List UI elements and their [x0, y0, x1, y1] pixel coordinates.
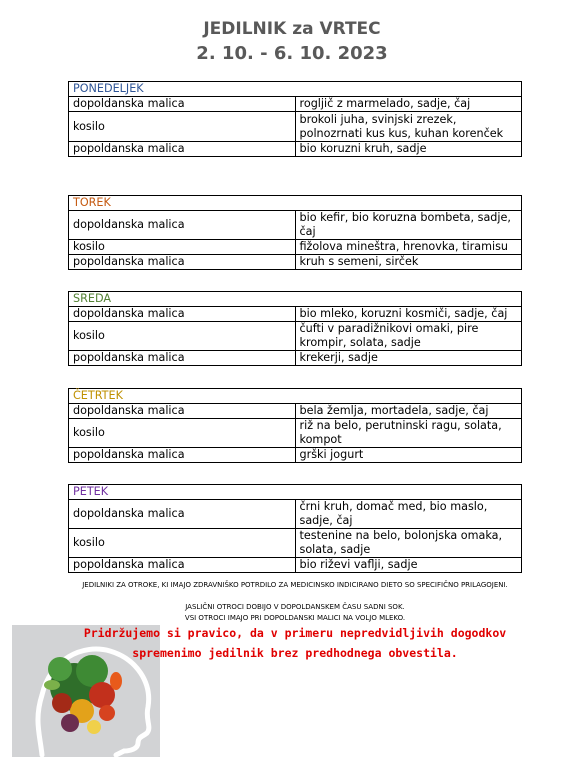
- day-name: SREDA: [69, 292, 522, 307]
- meal-label: popoldanska malica: [69, 558, 296, 573]
- meal-label: popoldanska malica: [69, 448, 296, 463]
- day-table-monday: [68, 81, 522, 157]
- meal-label: popoldanska malica: [69, 255, 296, 270]
- note-milk: VSI OTROCI IMAJO PRI DOPOLDANSKI MALICI NA VOLJO MLEKO.: [184, 614, 406, 622]
- menu-title: JEDILNIK za VRTEC: [203, 19, 381, 39]
- meal-label: popoldanska malica: [69, 351, 296, 366]
- meal-label: dopoldanska malica: [69, 211, 296, 240]
- day-name: TOREK: [69, 196, 522, 211]
- meal-label: kosilo: [69, 112, 296, 142]
- meal-label: kosilo: [69, 419, 296, 448]
- meal-food: bio kefir, bio koruzna bombeta, sadje, čaj: [295, 211, 522, 240]
- meal-food: grški jogurt: [295, 448, 522, 463]
- meal-label: dopoldanska malica: [69, 97, 296, 112]
- note-juice: JASLIČNI OTROCI DOBIJO V DOPOLDANSKEM ČASU SADNI SOK.: [185, 603, 405, 611]
- day-name: PETEK: [69, 485, 522, 500]
- meal-food: krekerji, sadje: [295, 351, 522, 366]
- meal-label: dopoldanska malica: [69, 404, 296, 419]
- warning-line-1: Pridržujemo si pravico, da v primeru nepredvidljivih dogodkov: [83, 626, 507, 640]
- day-table-friday: [68, 484, 522, 573]
- warning-line-2: spremenimo jedilnik brez predhodnega obvestila.: [132, 646, 458, 660]
- meal-food: fižolova mineštra, hrenovka, tiramisu: [295, 240, 522, 255]
- meal-label: kosilo: [69, 240, 296, 255]
- meal-food: črni kruh, domač med, bio maslo, sadje, čaj: [295, 500, 522, 529]
- meal-food: brokoli juha, svinjski zrezek, polnozrnati kus kus, kuhan korenček: [295, 112, 522, 142]
- note-diet: JEDILNIKI ZA OTROKE, KI IMAJO ZDRAVNIŠKO POTRDILO ZA MEDICINSKO INDICIRANO DIETO SO SPECIFIČNO PRILAGOJENI.: [82, 581, 508, 589]
- meal-food: bio mleko, koruzni kosmiči, sadje, čaj: [295, 307, 522, 322]
- meal-food: rogljič z marmelado, sadje, čaj: [295, 97, 522, 112]
- meal-food: riž na belo, perutninski ragu, solata, kompot: [295, 419, 522, 448]
- day-name: ČETRTEK: [69, 389, 522, 404]
- meal-food: bela žemlja, mortadela, sadje, čaj: [295, 404, 522, 419]
- meal-food: kruh s semeni, sirček: [295, 255, 522, 270]
- day-name: PONEDELJEK: [69, 82, 522, 97]
- menu-dates: 2. 10. - 6. 10. 2023: [196, 43, 388, 64]
- meal-food: testenine na belo, bolonjska omaka, solata, sadje: [295, 529, 522, 558]
- meal-food: bio riževi vaflji, sadje: [295, 558, 522, 573]
- day-table-thursday: [68, 388, 522, 463]
- meal-food: bio koruzni kruh, sadje: [295, 142, 522, 157]
- meal-label: popoldanska malica: [69, 142, 296, 157]
- meal-food: čufti v paradižnikovi omaki, pire krompir, solata, sadje: [295, 322, 522, 351]
- meal-label: dopoldanska malica: [69, 500, 296, 529]
- meal-label: dopoldanska malica: [69, 307, 296, 322]
- meal-label: kosilo: [69, 322, 296, 351]
- meal-label: kosilo: [69, 529, 296, 558]
- day-table-tuesday: [68, 195, 522, 270]
- day-table-wednesday: [68, 291, 522, 366]
